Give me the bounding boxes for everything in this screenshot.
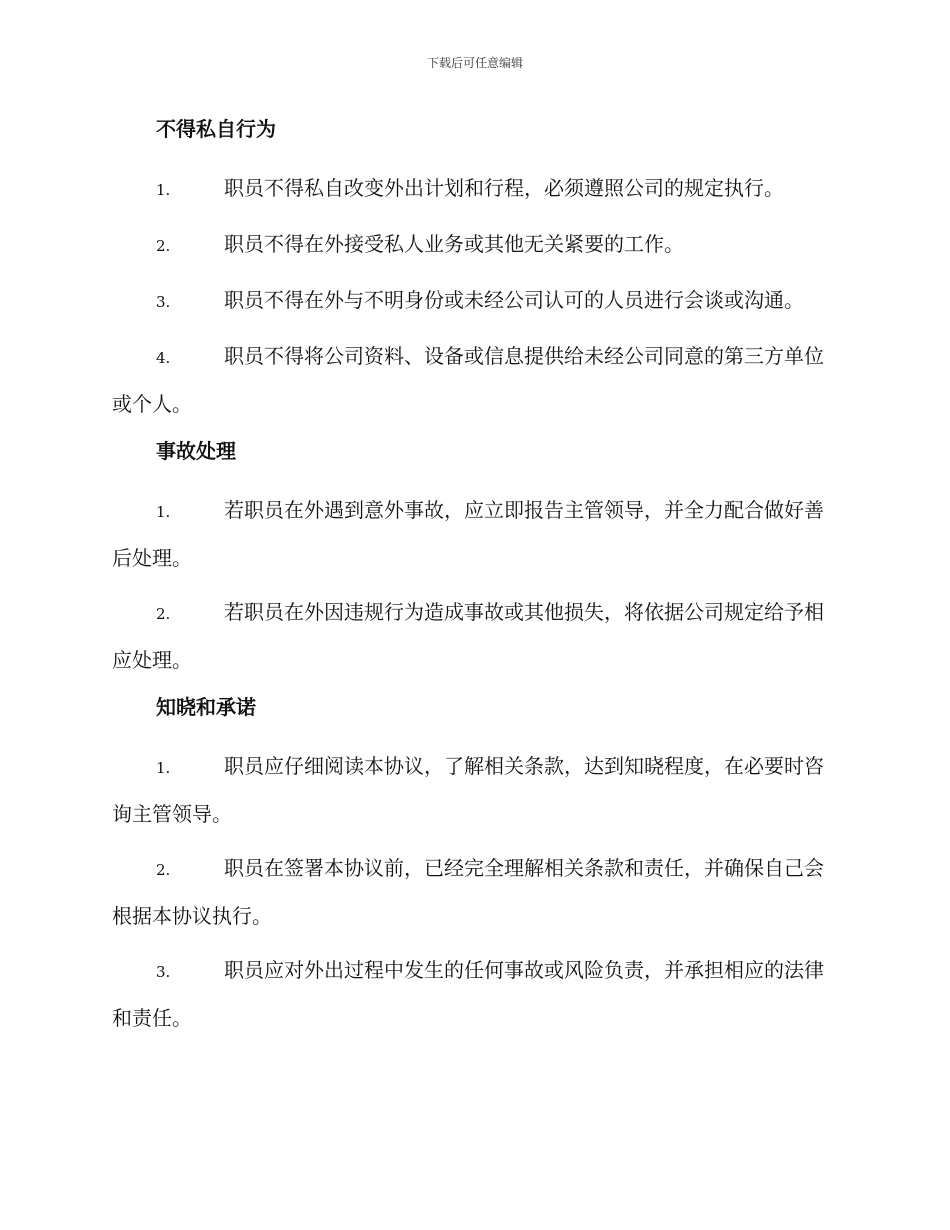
list-item [112,743,837,837]
item-text: 若职员在外遇到意外事故，应立即报告主管领导，并全力配合做好善后处理。 [112,498,824,570]
document-body [112,113,837,1049]
list-item [112,589,837,683]
item-text: 职员不得在外与不明身份或未经公司认可的人员进行会谈或沟通。 [224,288,804,312]
item-text: 若职员在外因违规行为造成事故或其他损失，将依据公司规定给予相应处理。 [112,600,824,672]
item-text: 职员在签署本协议前，已经完全理解相关条款和责任，并确保自己会根据本协议执行。 [112,856,824,928]
list-item [112,845,837,939]
item-text: 职员不得在外接受私人业务或其他无关紧要的工作。 [224,232,684,256]
section-heading: 知晓和承诺 [156,695,256,719]
item-number: 4. [156,349,171,367]
section-acknowledgement [112,691,837,1041]
item-text: 职员不得私自改变外出计划和行程，必须遵照公司的规定执行。 [224,176,784,200]
header-note: 下载后可任意编辑 [426,56,523,70]
item-number: 1. [156,759,171,777]
item-text: 职员应对外出过程中发生的任何事故或风险负责，并承担相应的法律和责任。 [112,958,824,1030]
list-item [112,487,837,581]
item-number: 2. [156,237,171,255]
list-item [112,277,837,325]
list-item [112,165,837,213]
item-text: 职员应仔细阅读本协议，了解相关条款，达到知晓程度，在必要时咨询主管领导。 [112,754,824,826]
item-number: 2. [156,605,171,623]
list-item [112,947,837,1041]
section-heading: 事故处理 [156,439,236,463]
list-item [112,221,837,269]
item-number: 2. [156,861,171,879]
section-heading: 不得私自行为 [156,117,276,141]
item-number: 1. [156,503,171,521]
item-number: 1. [156,181,171,199]
item-number: 3. [156,293,171,311]
section-private-conduct [112,113,837,427]
section-accident-handling [112,435,837,683]
item-number: 3. [156,963,171,981]
list-item [112,333,837,427]
item-text: 职员不得将公司资料、设备或信息提供给未经公司同意的第三方单位或个人。 [112,344,824,416]
